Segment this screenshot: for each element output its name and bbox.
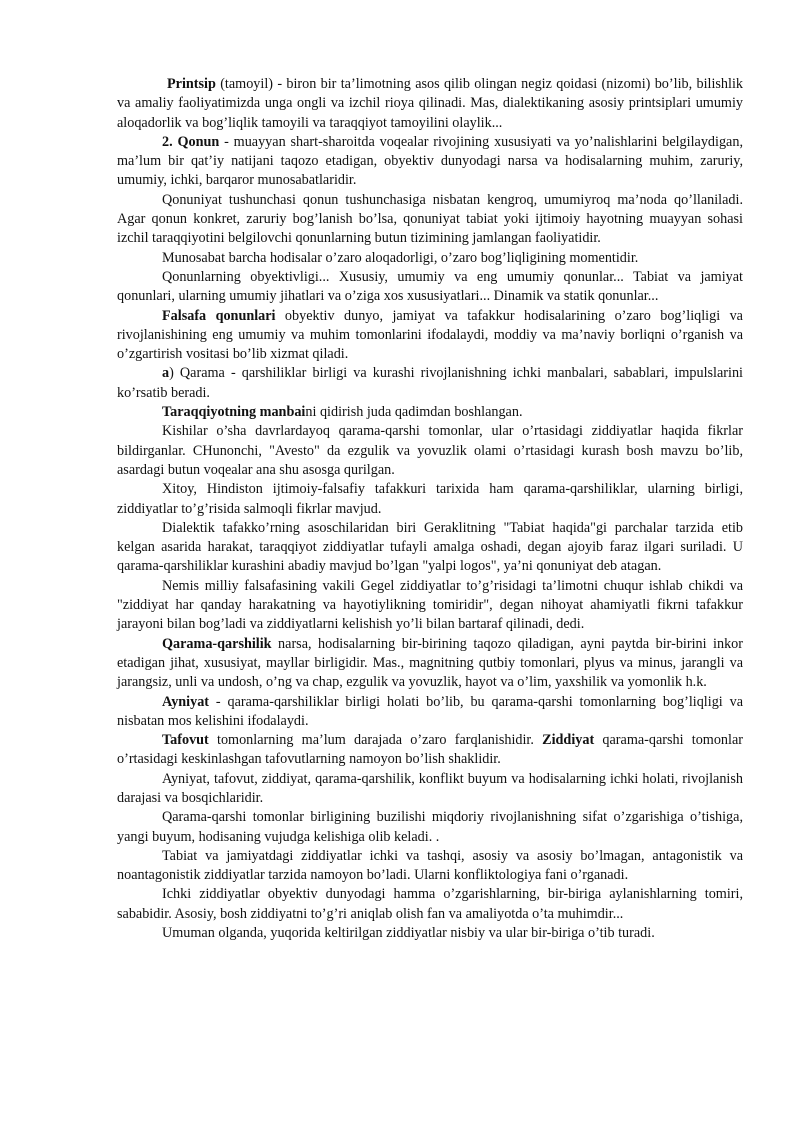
paragraph-text: Ayniyat, tafovut, ziddiyat, qarama-qarshilik, konflikt buyum va hodisalarning ichki holati, rivojlanish darajasi va bosqichlaridir. bbox=[117, 770, 743, 806]
paragraph-taraqqiyot-manbai bbox=[117, 403, 743, 422]
paragraph-text: ) Qarama - qarshiliklar birligi va kurashi rivojlanishning ichki manbalari, sabablari, impulslarini ko’rsatib beradi. bbox=[117, 365, 743, 401]
paragraph-qarama-qarshiliklar-birligi bbox=[117, 364, 743, 403]
term-qarama-qarshilik: Qarama-qarshilik bbox=[162, 635, 272, 652]
paragraph-text: - muayyan shart-sharoitda voqealar rivojining xususiyati va yo’nalishlarini belgilaydigan, ma’lum bir qat’iy natijani taqozo etadigan, obyektiv dunyodagi narsa va hodisalarning muhim, zaruriy, umumiy, ichki, barqaror munosabatlaridir. bbox=[117, 133, 743, 189]
paragraph-text: Nemis milliy falsafasining vakili Gegel ziddiyatlar to’g’risidagi ta’limotni chuqur ishlab chikdi va "ziddiyat har qanday harakatning va hayotiylikning tomiridir", degan nihoyat ahamiyatli fikrni tafakkur jarayoni bilan bog’ladi va ziddiyatlarni kelishish yo’li bilan bartaraf qilinadi, dedi. bbox=[117, 577, 743, 633]
paragraph-text: Qonuniyat tushunchasi qonun tushunchasiga nisbatan kengroq, umumiyroq ma’noda qo’llaniladi. Agar qonun konkret, zaruriy bog’lanish bo’lsa, qonuniyat tabiat yoki ijtimoiy hayotning muayyan sohasi izchil taraqqiyotini belgilovchi qonunlarning butun tizimining jamlangan faoliyatidir. bbox=[117, 191, 743, 247]
paragraph-text: Tabiat va jamiyatdagi ziddiyatlar ichki va tashqi, asosiy va asosiy bo’lmagan, antagonistik va noantagonistik ziddiyatlar tarzida namoyon bo’ladi. Ularni konfliktologiya fani o’rganadi. bbox=[117, 847, 743, 884]
paragraph-text: ni qidirish juda qadimdan boshlangan. bbox=[305, 404, 523, 421]
paragraph-text: Dialektik tafakko’rning asoschilaridan biri Geraklitning "Tabiat haqida"gi parchalar tarzida etib kelgan asarida harakat, taraqqiyot ziddiyatlar tufayli amalga oshadi, degan ajoyib faraz ilgari suriladi. U qarama-qarshiliklar kurashini abadiy mavjud bo’lgan "yalpi logos", ya’ni qonuniyat deb atagan. bbox=[117, 519, 743, 575]
paragraph-qarama-qarshilik bbox=[117, 635, 743, 693]
paragraph-geraklit bbox=[117, 519, 743, 577]
term-printsip: Printsip bbox=[167, 76, 216, 92]
paragraph-birlik-buzilishi bbox=[117, 808, 743, 847]
paragraph-text: qarama-qarshi tomonlar o’rtasidagi keskinlashgan tafovutlarning namoyon bo’lish shaklidir. bbox=[117, 732, 743, 768]
paragraph-ichki-ziddiyatlar bbox=[117, 885, 743, 924]
term-tafovut: Tafovut bbox=[162, 732, 209, 749]
paragraph-qonun bbox=[117, 133, 743, 191]
paragraph-ziddiyat-turlari bbox=[117, 847, 743, 886]
paragraph-text: Umuman olganda, yuqorida keltirilgan ziddiyatlar nisbiy va ular bir-biriga o’tib turadi. bbox=[162, 925, 655, 942]
paragraph-text: (tamoyil) - biron bir ta’limotning asos qilib olingan negiz qoidasi (nizomi) bo’lib, bilishlik va amaliy faoliyatimizda unga ongli va izchil rioya qilinadi. Mas, dialektikaning asosiy printsiplari umumiy aloqadorlik va bog’liqlik tamoyili va taraqqiyot tamoyilini olaylik... bbox=[117, 76, 743, 131]
paragraph-text: Qonunlarning obyektivligi... Xususiy, umumiy va eng umumiy qonunlar... Tabiat va jamiyat qonunlari, ularning umumiy jihatlari va o’ziga xos xususiyatlari... Dinamik va statik qonunlar... bbox=[117, 268, 743, 305]
term-qonun: 2. Qonun bbox=[162, 133, 220, 150]
paragraph-text: obyektiv dunyo, jamiyat va tafakkur hodisalarining o’zaro bog’liqligi va rivojlanishining eng umumiy va muhim tomonlarini ifodalaydi, moddiy va ma’naviy borliqni o’rganish va o’zgartirish vositasi bo’lib xizmat qiladi. bbox=[117, 307, 743, 363]
paragraph-ayniyat bbox=[117, 693, 743, 732]
term-ziddiyat: Ziddiyat bbox=[542, 732, 595, 749]
term-falsafa-qonunlari: Falsafa qonunlari bbox=[162, 307, 276, 324]
paragraph-obyektivlik bbox=[117, 268, 743, 307]
paragraph-text: - qarama-qarshiliklar birligi holati bo’lib, bu qarama-qarshi tomonlarning bog’liqligi va nisbatan mos kelishini ifodalaydi. bbox=[117, 693, 743, 729]
paragraph-xitoy-hindiston bbox=[117, 480, 743, 519]
paragraph-holat-bosqich bbox=[117, 770, 743, 809]
paragraph-text: Munosabat barcha hodisalar o’zaro aloqadorligi, o’zaro bog’liqligining momentidir. bbox=[162, 249, 639, 266]
paragraph-text: narsa, hodisalarning bir-birining taqozo qiladigan, ayni paytda bir-birini inkor etadigan jihat, xususiyat, mayllar birligidir. Mas., magnitning qutbiy tomonlari, plyus va minus, jarangli va jarangsiz, unli va undosh, o’ng va chap, ezgulik va yovuzlik, hayot va o’lim, yaxshilik va yomonlik h.k. bbox=[117, 635, 743, 691]
paragraph-text: Kishilar o’sha davrlardayoq qarama-qarshi tomonlar, ular o’rtasidagi ziddiyatlar haqida fikrlar bildirganlar. CHunonchi, "Avesto" da ezgulik va yovuzlik olami o’rtasidagi kurash bosh mavzu bo’lib, asardagi butun voqealar ana shu asosga qurilgan. bbox=[117, 423, 743, 478]
paragraph-munosabat bbox=[117, 249, 743, 268]
paragraph-text: tomonlarning ma’lum darajada o’zaro farqlanishidir. bbox=[208, 732, 543, 749]
paragraph-qonuniyat bbox=[117, 191, 743, 249]
document-page bbox=[117, 75, 743, 943]
paragraph-gegel bbox=[117, 577, 743, 635]
paragraph-text: Ichki ziddiyatlar obyektiv dunyodagi hamma o’zgarishlarning, bir-biriga aylanishlarning tomiri, sababidir. Asosiy, bosh ziddiyatni to’g’ri aniqlab olish fan va amaliyotda o’ta muhimdir... bbox=[117, 886, 743, 922]
paragraph-tafovut bbox=[117, 731, 743, 770]
list-marker-a: a bbox=[162, 365, 170, 382]
term-ayniyat: Ayniyat bbox=[162, 693, 210, 710]
term-taraqqiyot-manbai: Taraqqiyotning manbai bbox=[162, 404, 306, 421]
paragraph-avesto bbox=[117, 422, 743, 480]
paragraph-xulosa bbox=[117, 924, 743, 943]
paragraph-falsafa-qonunlari bbox=[117, 307, 743, 365]
paragraph-text: Qarama-qarshi tomonlar birligining buzilishi miqdoriy rivojlanishning sifat o’zgarishiga o’tishiga, yangi buyum, hodisaning vujudga kelishiga olib keladi. . bbox=[117, 809, 743, 845]
paragraph-printsip bbox=[117, 75, 743, 133]
paragraph-text: Xitoy, Hindiston ijtimoiy-falsafiy tafakkuri tarixida ham qarama-qarshiliklar, ularning birligi, ziddiyatlar to’g’risida salmoqli fikrlar mavjud. bbox=[117, 481, 743, 517]
